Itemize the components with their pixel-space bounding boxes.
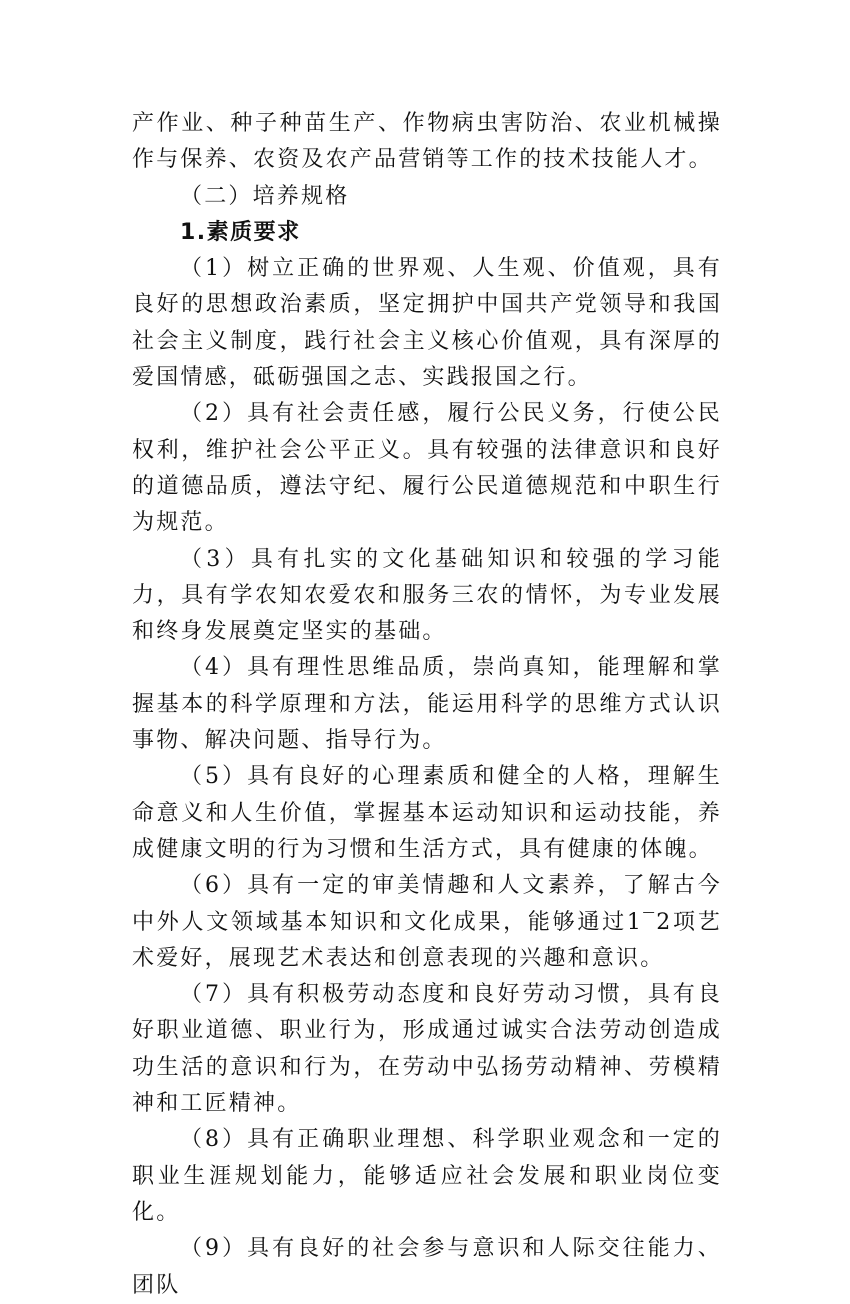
item-paragraph-1: （1）树立正确的世界观、人生观、价值观，具有良好的思想政治素质，坚定拥护中国共产党领导和我国社会主义制度，践行社会主义核心价值观，具有深厚的爱国情感，砥砺强国之志、实践报国之行。 xyxy=(132,256,722,391)
item-paragraph-7: （7）具有积极劳动态度和良好劳动习惯，具有良好职业道德、职业行为，形成通过诚实合法劳动创造成功生活的意识和行为，在劳动中弘扬劳动精神、劳模精神和工匠精神。 xyxy=(132,982,722,1117)
item-paragraph-6: （6）具有一定的审美情趣和人文素养，了解古今中外人文领域基本知识和文化成果，能够通过1‾2项艺术爱好，展现艺术表达和创意表现的兴趣和意识。 xyxy=(132,873,722,971)
subsection-heading: 1.素质要求 xyxy=(180,219,301,245)
section-heading: （二）培养规格 xyxy=(180,183,350,209)
item-paragraph-5: （5）具有良好的心理素质和健全的人格，理解生命意义和人生价值，掌握基本运动知识和运动技能，养成健康文明的行为习惯和生活方式，具有健康的体魄。 xyxy=(132,764,722,862)
item-paragraph-2: （2）具有社会责任感，履行公民义务，行使公民权利，维护社会公平正义。具有较强的法律意识和良好的道德品质，遵法守纪、履行公民道德规范和中职生行为规范。 xyxy=(132,401,722,536)
item-paragraph-4: （4）具有理性思维品质，崇尚真知，能理解和掌握基本的科学原理和方法，能运用科学的思维方式认识事物、解决问题、指导行为。 xyxy=(132,655,722,754)
item-paragraph-8: （8）具有正确职业理想、科学职业观念和一定的职业生涯规划能力，能够适应社会发展和职业岗位变化。 xyxy=(132,1127,722,1225)
continuation-paragraph: 产作业、种子种苗生产、作物病虫害防治、农业机械操作与保养、农资及农产品营销等工作的技术技能人才。 xyxy=(132,111,722,173)
item-paragraph-9: （9）具有良好的社会参与意识和人际交往能力、团队 xyxy=(132,1236,722,1298)
item-paragraph-3: （3）具有扎实的文化基础知识和较强的学习能力，具有学农知农爱农和服务三农的情怀，为专业发展和终身发展奠定坚实的基础。 xyxy=(132,546,722,645)
document-body xyxy=(132,106,722,1304)
